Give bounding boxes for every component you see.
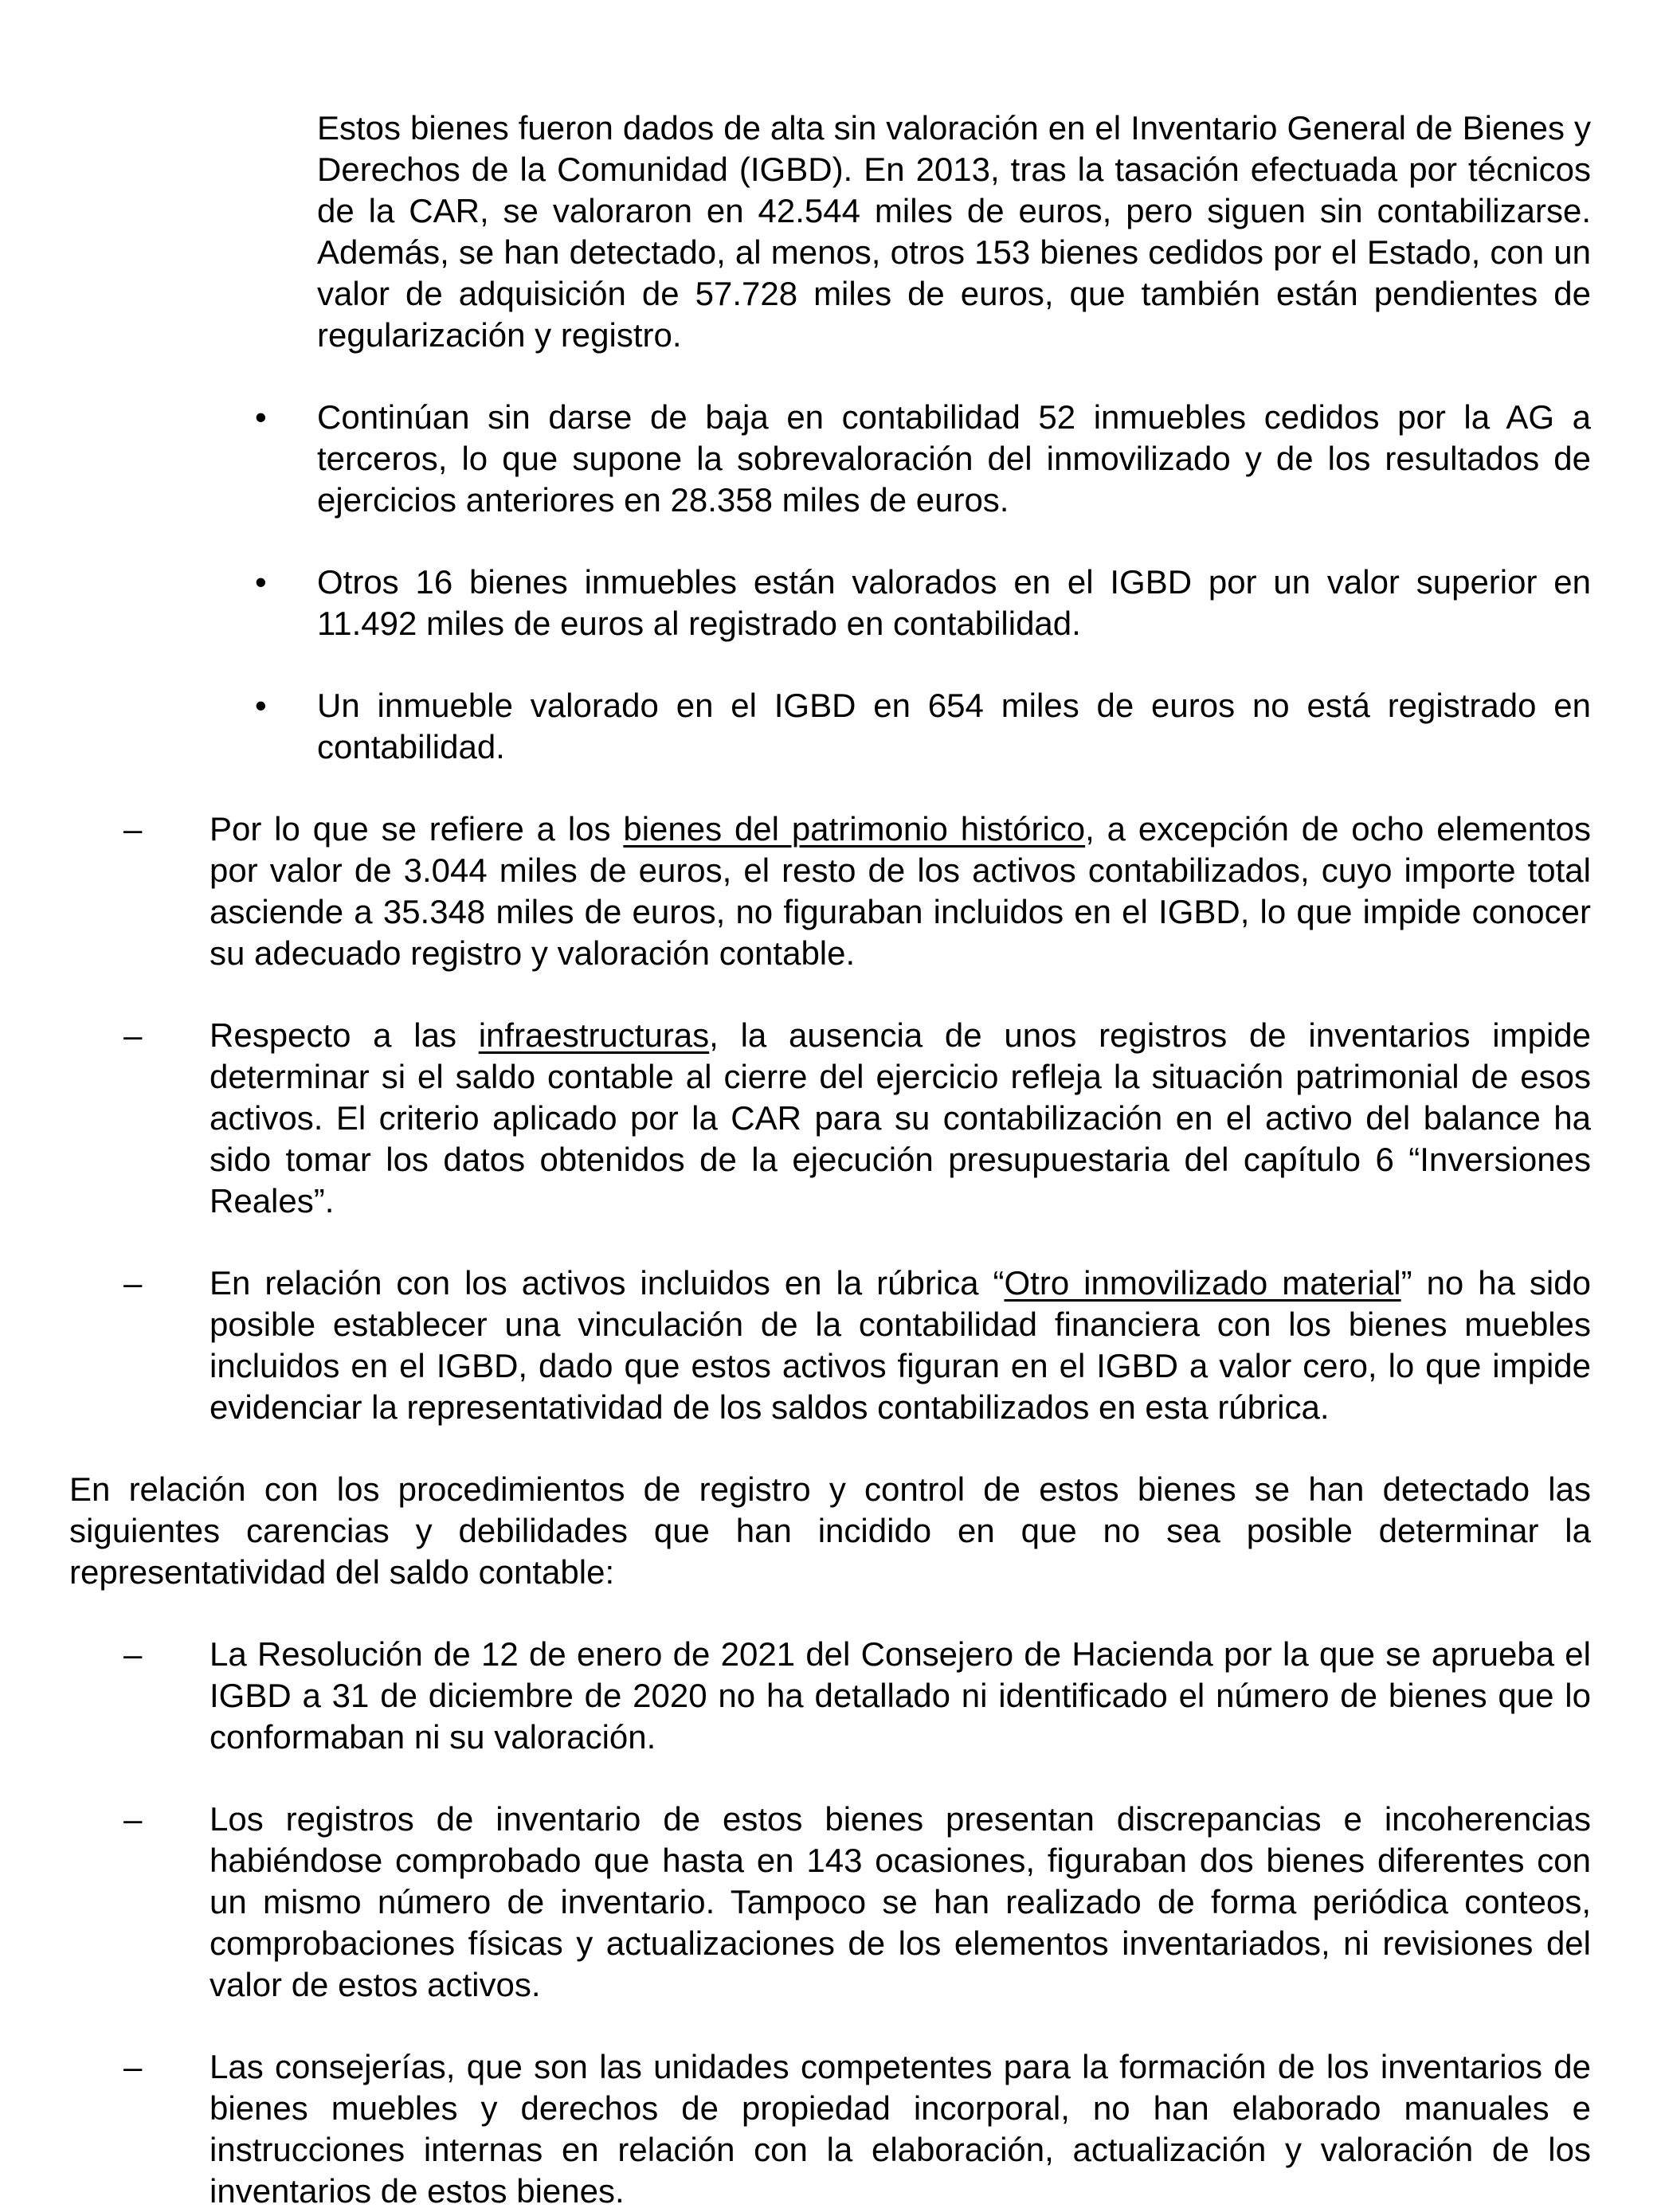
text-segment: En relación con los procedimientos de registro y control de estos bienes se han detectado las siguientes carencias y debilidades que han incidido en que no sea posible determinar la representatividad del saldo contable: [69,1470,1591,1591]
bullet-marker-icon: • [255,398,267,436]
text-segment: Un inmueble valorado en el IGBD en 654 miles de euros no está registrado en contabilidad. [317,687,1591,765]
dash-item [69,808,1591,974]
underlined-text: Otro inmovilizado material [1004,1264,1401,1302]
dash-item [69,1263,1591,1428]
dash-marker-icon: – [123,1635,143,1673]
text-segment: Las consejerías, que son las unidades competentes para la formación de los inventarios de bienes muebles y derechos de propiedad incorporal, no han elaborado manuales e instrucciones internas en relación con la elaboración, actualización y valoración de los inventarios de estos bienes. [210,2048,1591,2210]
dash-marker-icon: – [123,1800,143,1838]
document-content [69,108,1591,2212]
indented-paragraph [317,108,1591,356]
text-run [317,687,1591,765]
bullet-item [69,685,1591,768]
text-run [317,109,1591,354]
text-run [317,563,1591,642]
dash-marker-icon: – [123,810,143,848]
text-segment: , la ausencia de unos registros de inventarios impide determinar si el saldo contable al cierre del ejercicio refleja la situación patrimonial de esos activos. El criterio aplicado por la CAR para su contabilización en el activo del balance ha sido tomar los datos obtenidos de la ejecución presupuestaria del capítulo 6 “Inversiones Reales”. [210,1016,1591,1220]
text-segment: Los registros de inventario de estos bienes presentan discrepancias e incoherencias habiéndose comprobado que hasta en 143 ocasiones, figuraban dos bienes diferentes con un mismo número de inventario. Tampoco se han realizado de forma periódica conteos, comprobaciones físicas y actualizaciones de los elementos inventariados, ni revisiones del valor de estos activos. [210,1800,1591,2003]
dash-marker-icon: – [123,2048,143,2085]
text-run [210,1800,1591,2003]
text-segment: Respecto a las [210,1016,479,1054]
bullet-item [69,397,1591,521]
text-run [210,1016,1591,1220]
text-segment: Por lo que se refiere a los [210,810,624,848]
text-run [69,1470,1591,1591]
text-run [317,398,1591,519]
text-segment: , a excepción de ocho elementos por valor de 3.044 miles de euros, el resto de los activos contabilizados, cuyo importe total asciende a 35.348 miles de euros, no figuraban incluidos en el IGBD, lo que impide conocer su adecuado registro y valoración contable. [210,810,1591,972]
bullet-marker-icon: • [255,563,267,601]
text-segment: Estos bienes fueron dados de alta sin valoración en el Inventario General de Bienes y Derechos de la Comunidad (IGBD). En 2013, tras la tasación efectuada por técnicos de la CAR, se valoraron en 42.544 miles de euros, pero siguen sin contabilizarse. Además, se han detectado, al menos, otros 153 bienes cedidos por el Estado, con un valor de adquisición de 57.728 miles de euros, que también están pendientes de regularización y registro. [317,109,1591,354]
text-segment: ” no ha sido posible establecer una vinculación de la contabilidad financiera con los bienes muebles incluidos en el IGBD, dado que estos activos figuran en el IGBD a valor cero, lo que impide evidenciar la representatividad de los saldos contabilizados en esta rúbrica. [210,1264,1591,1426]
dash-item [69,1799,1591,2006]
underlined-text: bienes del patrimonio histórico [623,810,1086,848]
dash-item [69,1634,1591,1758]
dash-marker-icon: – [123,1264,143,1302]
text-run [210,1635,1591,1756]
dash-item [69,1015,1591,1222]
text-segment: Otros 16 bienes inmuebles están valorados en el IGBD por un valor superior en 11.492 miles de euros al registrado en contabilidad. [317,563,1591,642]
paragraph [69,1469,1591,1593]
text-run [210,2048,1591,2210]
text-segment: La Resolución de 12 de enero de 2021 del Consejero de Hacienda por la que se aprueba el IGBD a 31 de diciembre de 2020 no ha detallado ni identificado el número de bienes que lo conformaban ni su valoración. [210,1635,1591,1756]
text-segment: En relación con los activos incluidos en la rúbrica “ [210,1264,1005,1302]
text-run [210,1264,1591,1426]
text-run [210,810,1591,972]
bullet-marker-icon: • [255,687,267,724]
dash-item [69,2046,1591,2212]
bullet-item [69,562,1591,644]
underlined-text: infraestructuras [478,1016,710,1054]
dash-marker-icon: – [123,1016,143,1054]
text-segment: Continúan sin darse de baja en contabilidad 52 inmuebles cedidos por la AG a terceros, lo que supone la sobrevaloración del inmovilizado y de los resultados de ejercicios anteriores en 28.358 miles de euros. [317,398,1591,519]
